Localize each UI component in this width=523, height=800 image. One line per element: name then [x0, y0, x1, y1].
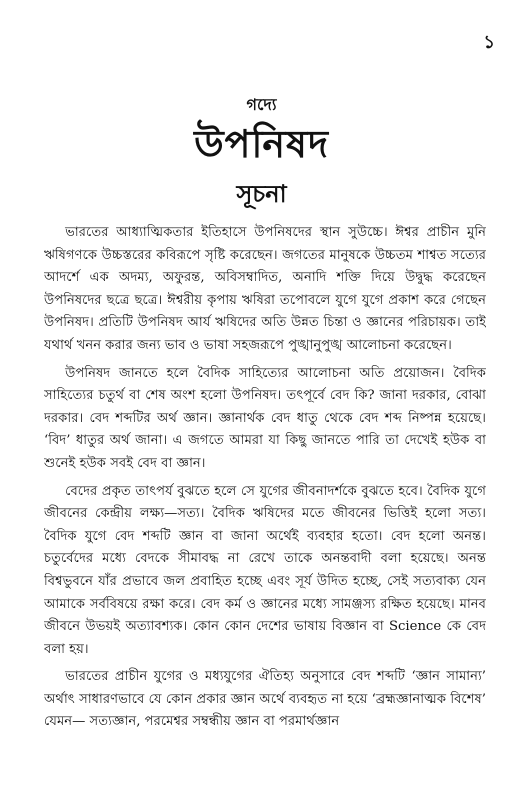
chapter-subtitle: সূচনা	[236, 179, 287, 208]
paragraph-1: ভারতের আধ্যাত্মিকতার ইতিহাসে উপনিষদের স্থান সুউচ্চে। ঈশ্বর প্রাচীন মুনি ঋষিগণকে উচ্চস্তরের কবিরূপে সৃষ্টি করেছেন। জগতের মানুষকে উচ্চতম শাশ্বত সত্যের আদর্শে এক অদম্য, অফুরন্ত, অবিসম্বাদিত, অনাদি শক্তি দিয়ে উদ্বুদ্ধ করেছেন উপনিষদের ছত্রে ছত্রে। ঈশ্বরীয় কৃপায় ঋষিরা তপোবলে যুগে যুগে প্রকাশ করে গেছেন উপনিষদ। প্রতিটি উপনিষদ আর্য ঋষিদের অতি উন্নত চিন্তা ও জ্ঞানের পরিচায়ক। তাই যথার্থ খনন করার জন্য ভাব ও ভাষা সহজরূপে পুঙ্খানুপুঙ্খ আলোচনা করেছেন।	[44, 225, 486, 353]
paragraph-2: উপনিষদ জানতে হলে বৈদিক সাহিত্যের আলোচনা অতি প্রয়োজন। বৈদিক সাহিত্যের চতুর্থ বা শেষ অংশ হলো উপনিষদ। তৎপূর্বে বেদ কি? জানা দরকার, বোঝা দরকার। বেদ শব্দটির অর্থ জ্ঞান। জ্ঞানার্থক বেদ ধাতু থেকে বেদ শব্দ নিষ্পন্ন হয়েছে। ‘বিদ’ ধাতুর অর্থ জানা। এ জগতে আমরা যা কিছু জানতে পারি তা দেখেই হউক বা শুনেই হউক সবই বেদ বা জ্ঞান।	[44, 365, 486, 471]
body-text	[44, 222, 486, 792]
page-number: ১	[483, 32, 495, 53]
paragraph-3: বেদের প্রকৃত তাৎপর্য বুঝতে হলে সে যুগের জীবনাদর্শকে বুঝতে হবে। বৈদিক যুগে জীবনের কেন্দ্রীয় লক্ষ্য—সত্য। বৈদিক ঋষিদের মতে জীবনের ভিত্তিই হলো সত্য। বৈদিক যুগে বেদ শব্দটি জ্ঞান বা জানা অর্থেই ব্যবহার হতো। বেদ হলো অনন্ত। চতুর্বেদের মধ্যে বেদকে সীমাবদ্ধ না রেখে তাকে অনন্তবাদী বলা হয়েছে। অনন্ত বিশ্বভুবনে যাঁর প্রভাবে জল প্রবাহিত হচ্ছে এবং সূর্য উদিত হচ্ছে, সেই সত্যবাক্য যেন আমাকে সর্ববিষয়ে রক্ষা করে। বেদ কর্ম ও জ্ঞানের মধ্যে সামঞ্জস্য রক্ষিত হয়েছে। মানব জীবনে উভয়ই অত্যাবশ্যক। কোন কোন দেশের ভাষায় বিজ্ঞান বা Science কে বেদ বলা হয়।	[44, 483, 486, 657]
paragraph-4: ভারতের প্রাচীন যুগের ও মধ্যযুগের ঐতিহ্য অনুসারে বেদ শব্দটি ‘জ্ঞান সামান্য’ অর্থাৎ সাধারণভাবে যে কোন প্রকার জ্ঞান অর্থে ব্যবহৃত না হয়ে ‘ব্রহ্মজ্ঞানাত্মক বিশেষ’ যেমন— সত্যজ্ঞান, পরমেশ্বর সম্বন্ধীয় জ্ঞান বা পরমার্থজ্ঞান	[44, 669, 486, 730]
section-kicker: গদ্যে	[246, 95, 277, 114]
chapter-title: উপনিষদ	[194, 121, 329, 166]
